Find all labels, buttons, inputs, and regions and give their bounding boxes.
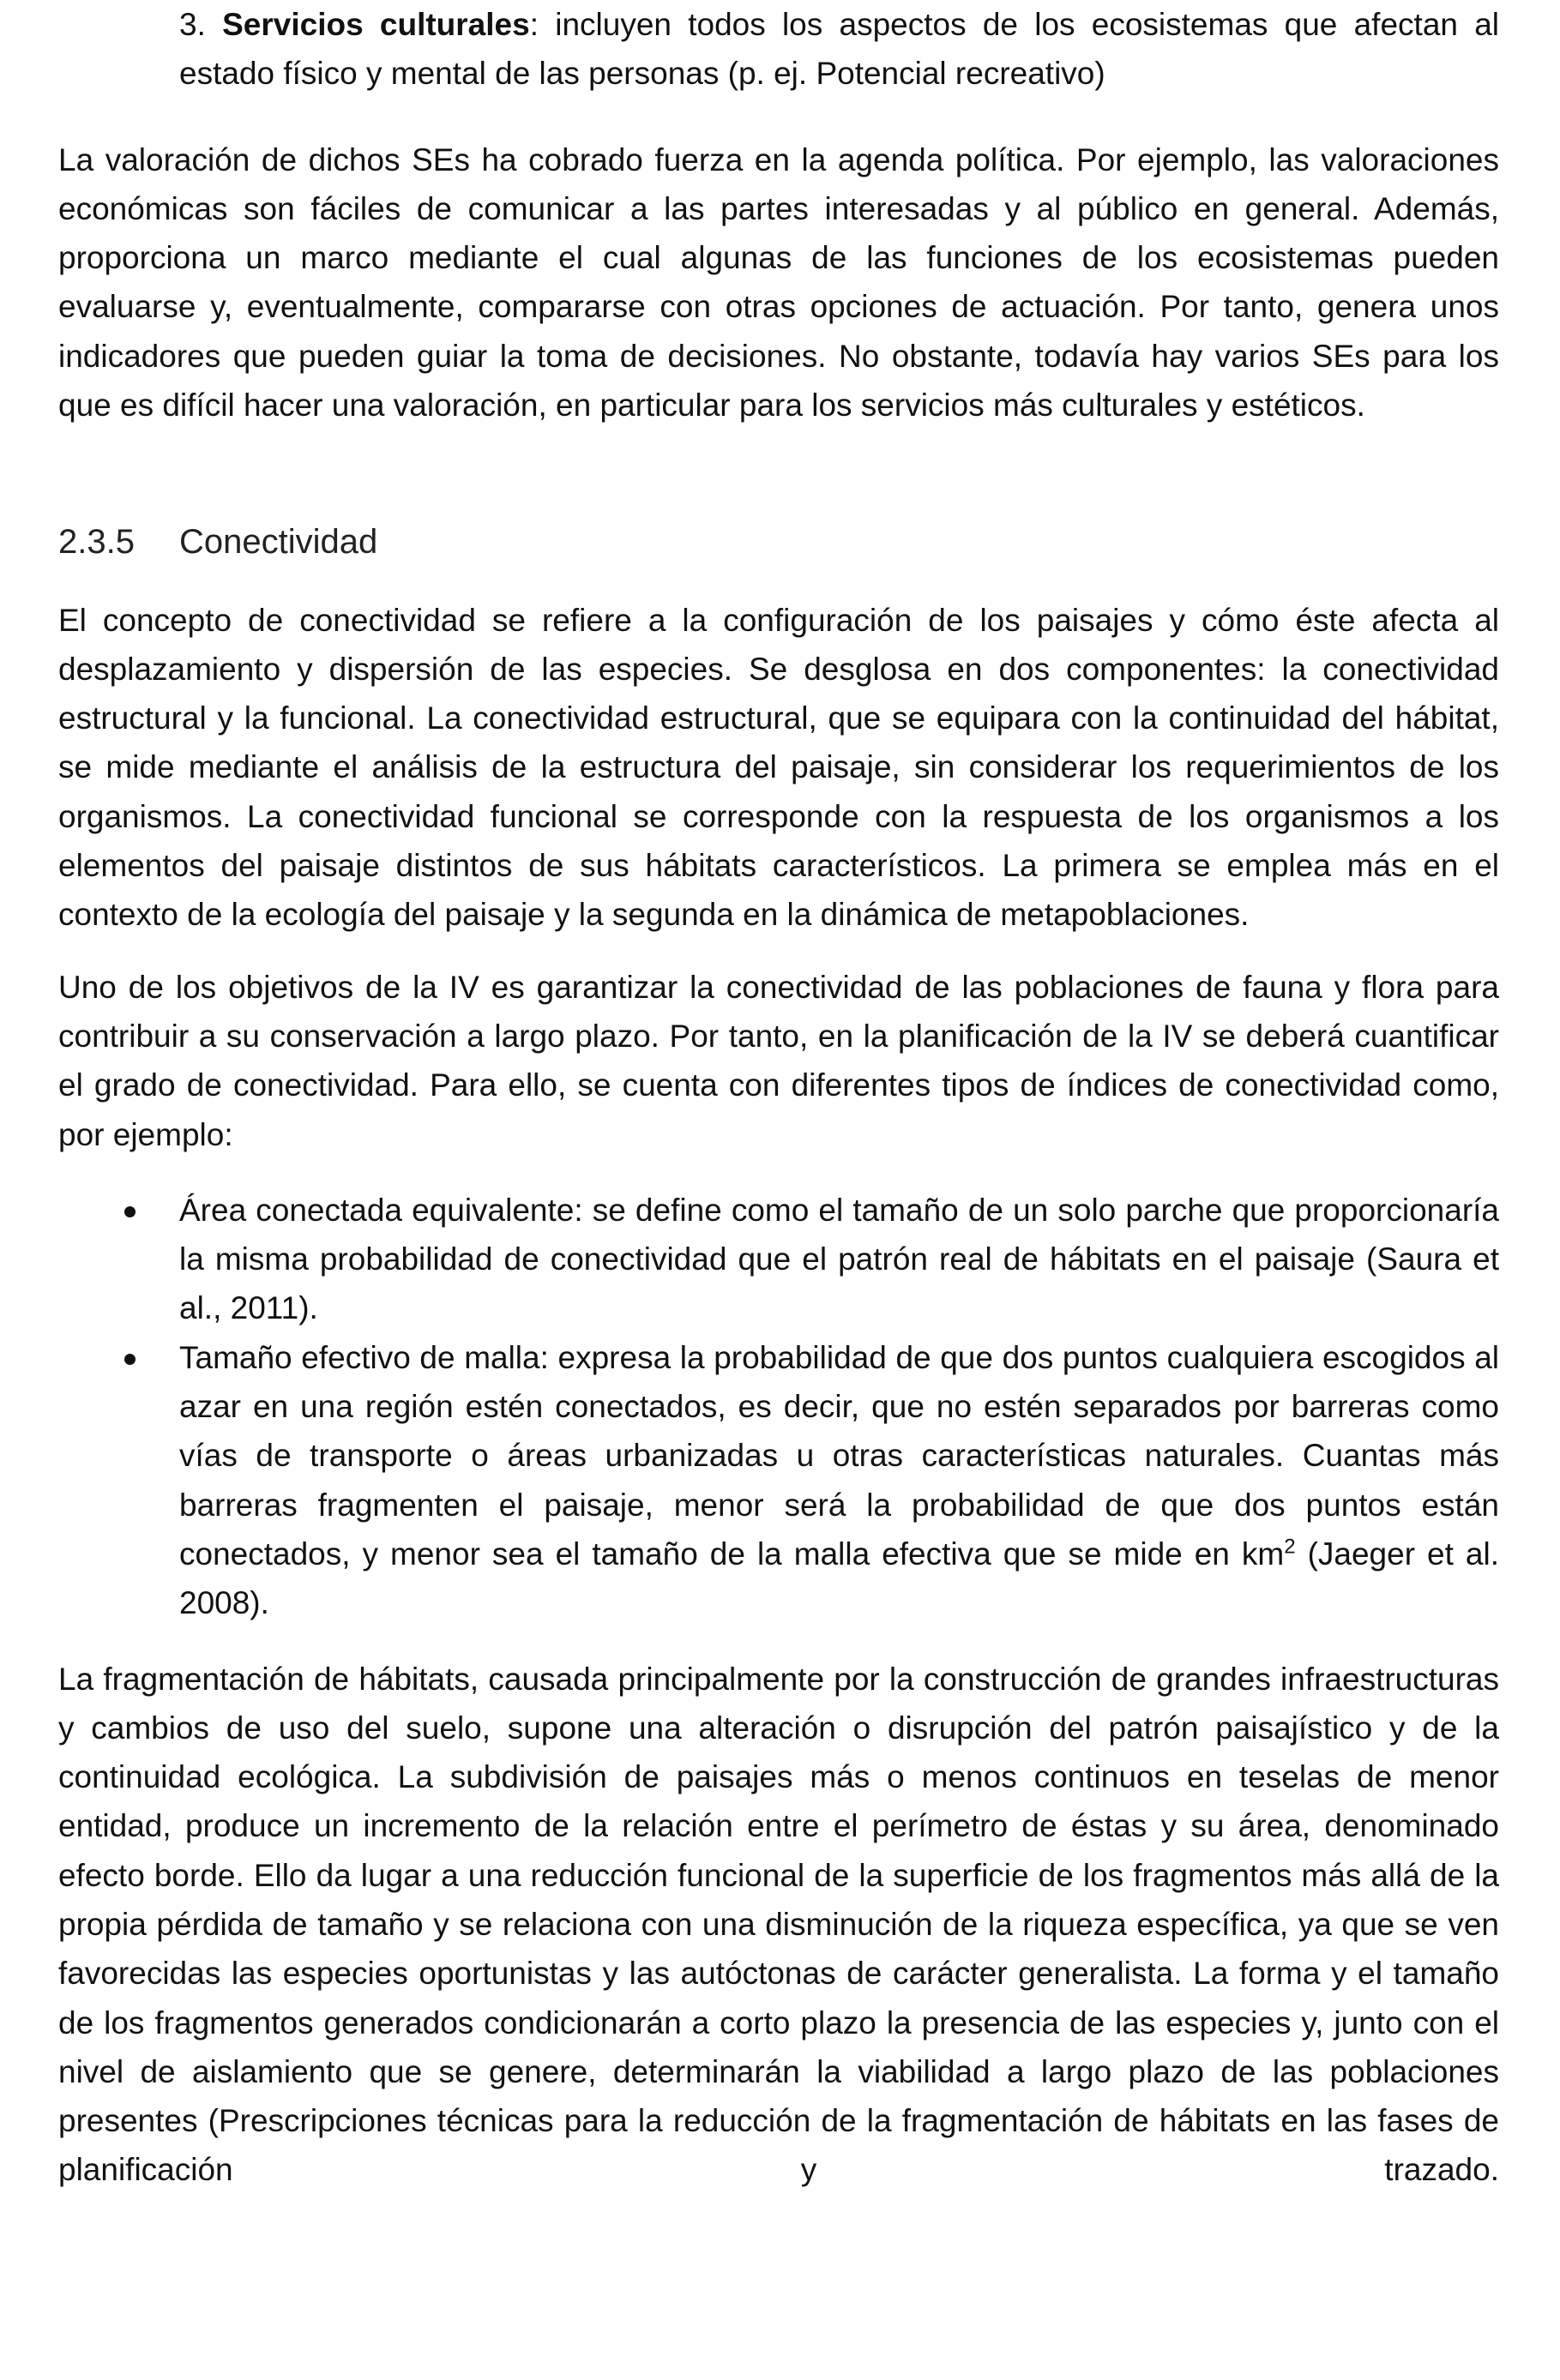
paragraph-valoracion: La valoración de dichos SEs ha cobrado fuerza en la agenda política. Por ejemplo, las valoraciones económicas son fáciles de comunicar a las partes interesadas y al público en general. Además, proporciona un marco mediante el cual algunas de las funciones de los ecosistemas pueden evaluarse y, eventualmente, compararse con otras opciones de actuación. Por tanto, genera unos indicadores que pueden guiar la toma de decisiones. No obstante, todavía hay varios SEs para los que es difícil hacer una valoración, en particular para los servicios más culturales y estéticos. bbox=[58, 141, 1499, 424]
bullet-item bbox=[58, 1333, 1499, 1628]
section-title: Conectividad bbox=[179, 523, 378, 562]
bullet-text-tail: (Jaeger et al. 2008). bbox=[179, 1536, 1499, 1621]
paragraph-fragmentacion: La fragmentación de hábitats, causada principalmente por la construcción de grandes infraestructuras y cambios de uso del suelo, supone una alteración o disrupción del patrón paisajístico y de la continuidad ecológica. La subdivisión de paisajes más o menos continuos en teselas de menor entidad, produce un incremento de la relación entre el perímetro de éstas y su área, denominado efecto borde. Ello da lugar a una reducción funcional de la superficie de los fragmentos más allá de la propia pérdida de tamaño y se relaciona con una disminución de la riqueza específica, ya que se ven favorecidas las especies oportunistas y las autóctonas de carácter generalista. La forma y el tamaño de los fragmentos generados condicionarán a corto plazo la presencia de las especies y, junto con el nivel de aislamiento que se genere, determinarán la viabilidad a largo plazo de las poblaciones presentes (Prescripciones técnicas para la reducción de la fragmentación de hábitats en las fases de planificación y trazado. bbox=[58, 1661, 1499, 2188]
numbered-list-item bbox=[58, 0, 1499, 99]
section-heading bbox=[58, 518, 1499, 567]
bullet-text: Tamaño efectivo de malla: expresa la probabilidad de que dos puntos cualquiera escogidos al azar en una región estén conectados, es decir, que no estén separados por barreras como vías de transporte o áreas urbanizadas u otras características naturales. Cuantas más barreras fragmenten el paisaje, menor será la probabilidad de que dos puntos están conectados, y menor sea el tamaño de la malla efectiva que se mide en km bbox=[179, 1339, 1499, 1572]
numbered-item-body: : incluyen todos los aspectos de los ecosistemas que afectan al estado físico y mental de las personas (p. ej. Potencial recreativo) bbox=[179, 7, 1500, 92]
superscript: 2 bbox=[1284, 1535, 1296, 1559]
bullet-item bbox=[58, 1186, 1499, 1333]
bullet-icon bbox=[124, 1354, 136, 1365]
numbered-item-text bbox=[179, 0, 1499, 99]
list-number: 3. bbox=[179, 7, 206, 42]
paragraph-objetivos-iv: Uno de los objetivos de la IV es garantizar la conectividad de las poblaciones de fauna y flora para contribuir a su conservación a largo plazo. Por tanto, en la planificación de la IV se deberá cuantificar el grado de conectividad. Para ello, se cuenta con diferentes tipos de índices de conectividad como, por ejemplo: bbox=[58, 969, 1499, 1152]
document-page bbox=[58, 0, 1499, 2195]
bullet-list bbox=[58, 1186, 1499, 1628]
paragraph-conectividad-concepto: El concepto de conectividad se refiere a la configuración de los paisajes y cómo éste afecta al desplazamiento y dispersión de las especies. Se desglosa en dos componentes: la conectividad estructural y la funcional. La conectividad estructural, que se equipara con la continuidad del hábitat, se mide mediante el análisis de la estructura del paisaje, sin considerar los requerimientos de los organismos. La conectividad funcional se corresponde con la respuesta de los organismos a los elementos del paisaje distintos de sus hábitats característicos. La primera se emplea más en el contexto de la ecología del paisaje y la segunda en la dinámica de metapoblaciones. bbox=[58, 602, 1499, 933]
bullet-text: Área conectada equivalente: se define como el tamaño de un solo parche que proporcionaría la misma probabilidad de conectividad que el patrón real de hábitats en el paisaje (Saura et al., 2011). bbox=[179, 1192, 1499, 1326]
section-number: 2.3.5 bbox=[58, 523, 135, 562]
bold-term: Servicios culturales bbox=[222, 7, 530, 42]
bullet-icon bbox=[124, 1206, 136, 1217]
